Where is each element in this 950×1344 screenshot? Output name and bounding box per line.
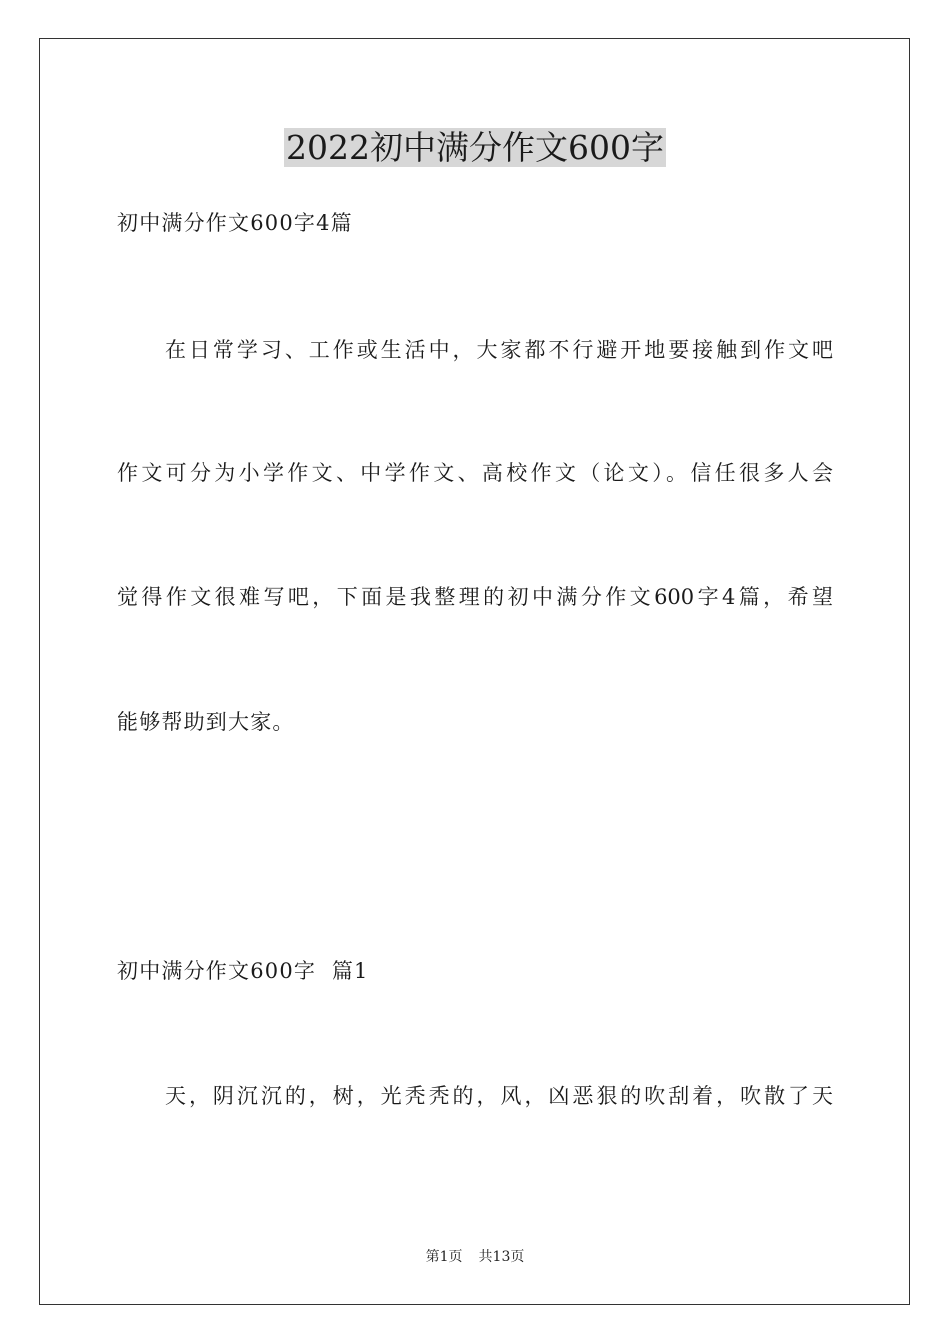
page-total: 共13页 xyxy=(478,1249,525,1265)
intro-line-1: 在日常学习、工作或生活中，大家都不行避开地要接触到作文吧 xyxy=(165,338,833,362)
body-line-1: 天，阴沉沉的，树，光秃秃的，风，凶恶狠的吹刮着，吹散了天 xyxy=(165,1084,833,1108)
section-heading: 初中满分作文600字 篇1 xyxy=(117,959,369,983)
intro-line-2: 作文可分为小学作文、中学作文、高校作文（论文）。信任很多人会 xyxy=(117,461,833,485)
page-number: 第1页 xyxy=(425,1249,463,1265)
intro-line-4: 能够帮助到大家。 xyxy=(117,710,295,734)
document-subtitle: 初中满分作文600字4篇 xyxy=(117,211,353,235)
document-title xyxy=(0,128,950,168)
intro-line-3: 觉得作文很难写吧，下面是我整理的初中满分作文600字4篇，希望 xyxy=(117,585,833,609)
page-footer xyxy=(0,1248,950,1266)
document-title-text: 2022初中满分作文600字 xyxy=(286,128,664,167)
